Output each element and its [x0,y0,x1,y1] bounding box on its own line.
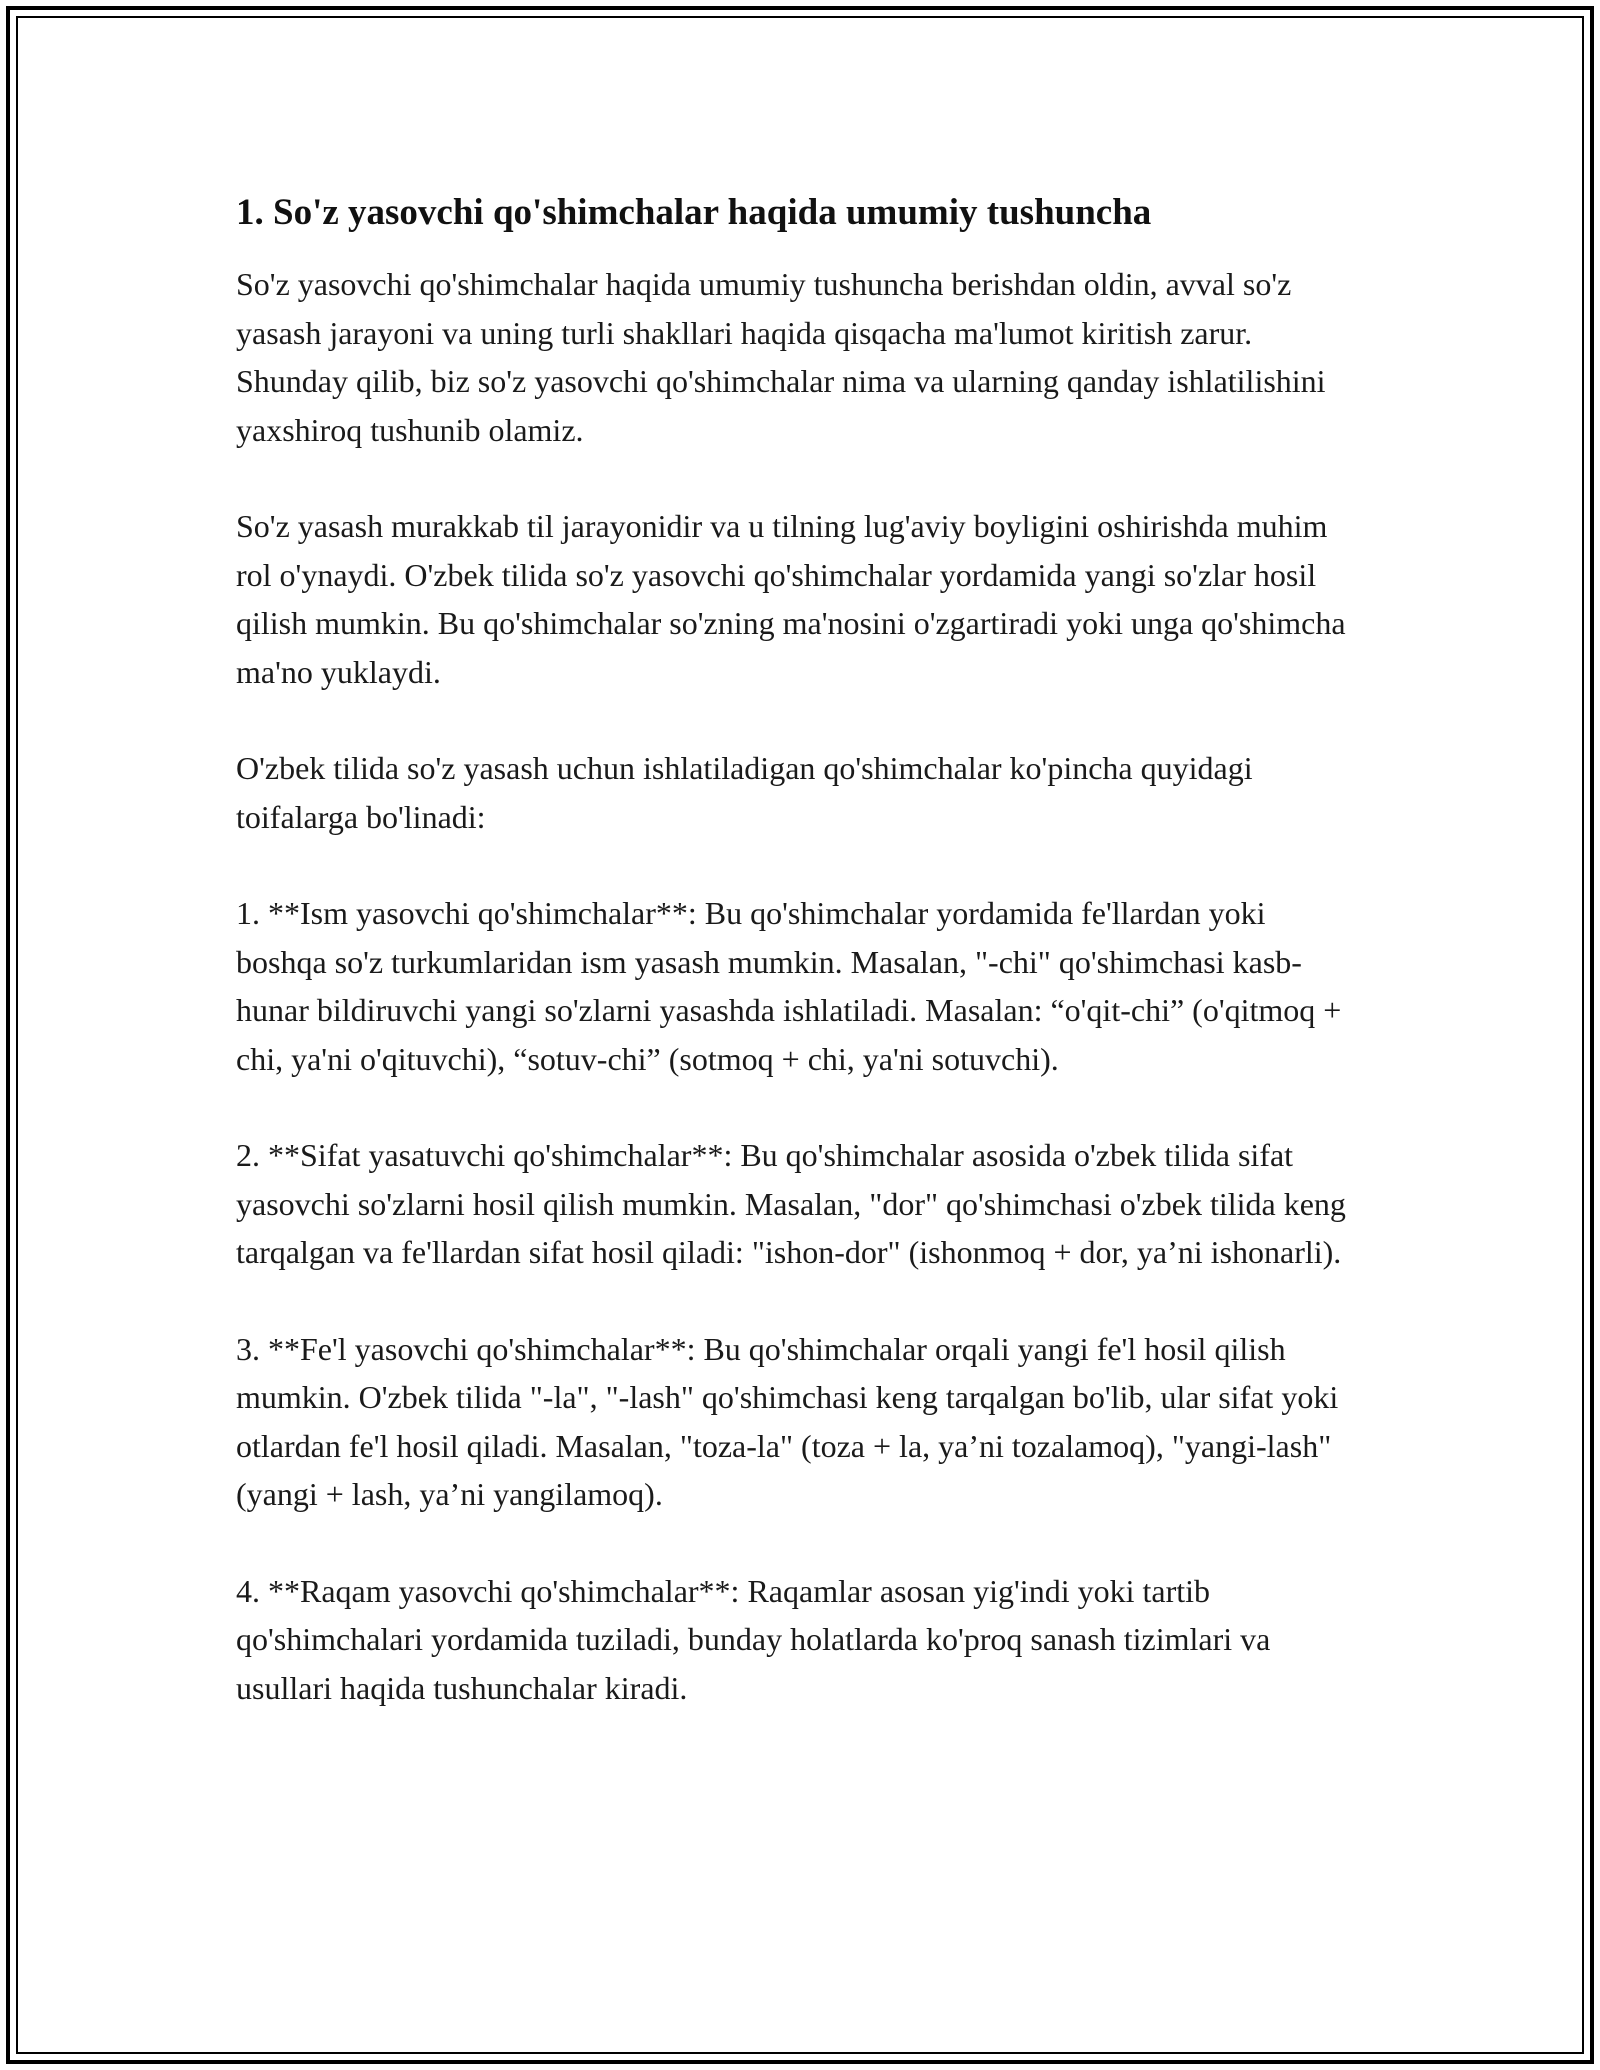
paragraph-word-formation: So'z yasash murakkab til jarayonidir va u tilning lug'aviy boyligini oshirishda muhim rol o'ynaydi. O'zbek tilida so'z yasovchi qo'shimchalar yordamida yangi so'zlar hosil qilish mumkin. Bu qo'shimchalar so'zning ma'nosini o'zgartiradi yoki unga qo'shimcha ma'no yuklaydi. [236,508,1346,690]
list-item-verb-suffixes: 3. **Fe'l yasovchi qo'shimchalar**: Bu qo'shimchalar orqali yangi fe'l hosil qilish mumkin. O'zbek tilida "-la", "-lash" qo'shimchasi keng tarqalgan bo'lib, ular sifat yoki otlardan fe'l hosil qiladi. Masalan, "toza-la" (toza + la, ya’ni tozalamoq), "yangi-lash" (yangi + lash, ya’ni yangilamoq). [236,1330,1339,1512]
paragraph-intro: So'z yasovchi qo'shimchalar haqida umumiy tushuncha berishdan oldin, avval so'z yasash jarayoni va uning turli shakllari haqida qisqacha ma'lumot kiritish zarur. Shunday qilib, biz so'z yasovchi qo'shimchalar nima va ularning qanday ishlatilishini yaxshiroq tushunib olamiz. [236,266,1326,448]
document-body [236,186,1356,1760]
list-item-numeral-suffixes: 4. **Raqam yasovchi qo'shimchalar**: Raqamlar asosan yig'indi yoki tartib qo'shimchalari yordamida tuziladi, bunday holatlarda ko'proq sanash tizimlari va usullari haqida tushunchalar kiradi. [236,1572,1271,1706]
section-heading: 1. So'z yasovchi qo'shimchalar haqida umumiy tushuncha [236,192,1152,233]
list-item-noun-suffixes: 1. **Ism yasovchi qo'shimchalar**: Bu qo'shimchalar yordamida fe'llardan yoki boshqa so'z turkumlaridan ism yasash mumkin. Masalan, "-chi" qo'shimchasi kasb-hunar bildiruvchi yangi so'zlarni yasashda ishlatiladi. Masalan: “o'qit-chi” (o'qitmoq + chi, ya'ni o'qituvchi), “sotuv-chi” (sotmoq + chi, ya'ni sotuvchi). [236,895,1342,1077]
paragraph-categories-intro: O'zbek tilida so'z yasash uchun ishlatiladigan qo'shimchalar ko'pincha quyidagi toifalarga bo'linadi: [236,750,1253,835]
list-item-adjective-suffixes: 2. **Sifat yasatuvchi qo'shimchalar**: Bu qo'shimchalar asosida o'zbek tilida sifat yasovchi so'zlarni hosil qilish mumkin. Masalan, "dor" qo'shimchasi o'zbek tilida keng tarqalgan va fe'llardan sifat hosil qiladi: "ishon-dor" (ishonmoq + dor, ya’ni ishonarli). [236,1137,1346,1270]
